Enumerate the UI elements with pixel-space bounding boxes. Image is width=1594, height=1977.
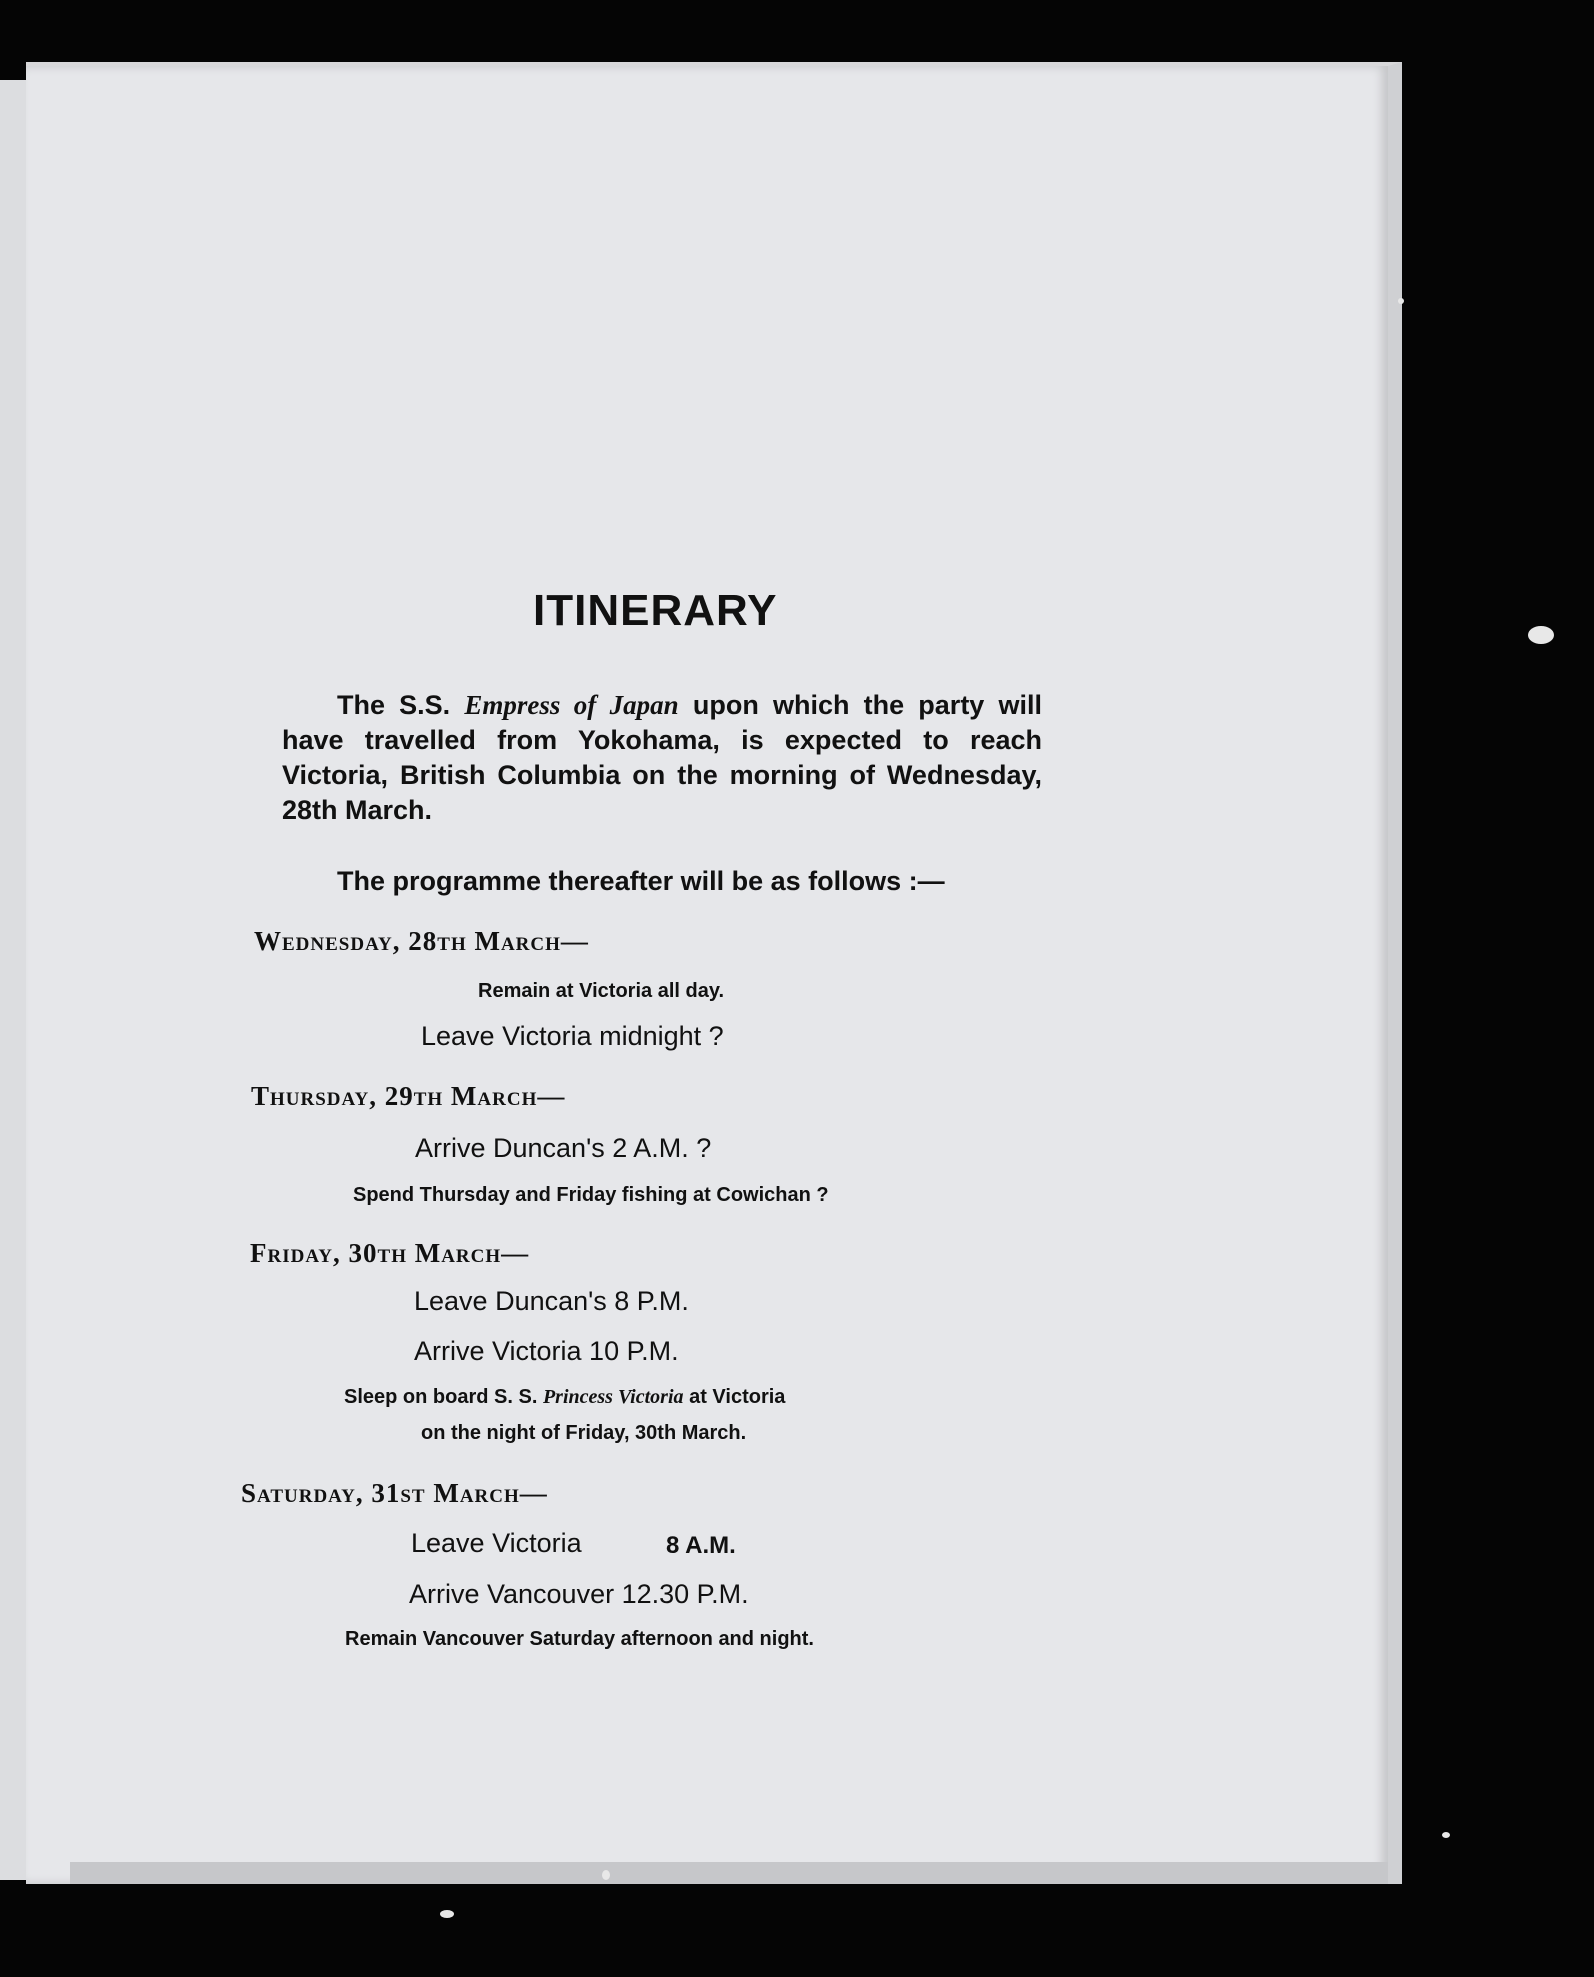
page-left-edge (0, 80, 26, 1880)
saturday-line-1: Leave Victoria (411, 1528, 582, 1558)
thursday-line-2: Spend Thursday and Friday fishing at Cowichan ? (353, 1184, 829, 1206)
wednesday-line-2: Leave Victoria midnight ? (421, 1021, 724, 1051)
day-heading-friday: Friday, 30th March— (250, 1238, 530, 1268)
dust-speck (1398, 298, 1404, 304)
wednesday-line-1: Remain at Victoria all day. (478, 980, 725, 1002)
friday-line-2: Arrive Victoria 10 P.M. (414, 1336, 679, 1366)
princess-victoria-ship: Princess Victoria (542, 1386, 684, 1408)
day-heading-wednesday: Wednesday, 28th March— (254, 926, 589, 956)
saturday-line-2: Arrive Vancouver 12.30 P.M. (409, 1579, 749, 1609)
intro-before-ship: The S.S. (337, 690, 465, 720)
dust-speck (1442, 1832, 1450, 1838)
intro-paragraph (282, 688, 1042, 828)
page-title: ITINERARY (533, 586, 778, 635)
dust-speck (440, 1910, 454, 1918)
friday-line-3-before: Sleep on board S. S. (344, 1386, 543, 1408)
page-text (26, 66, 1388, 1884)
dust-speck (1528, 626, 1554, 644)
dust-speck (602, 1870, 610, 1880)
saturday-line-3: Remain Vancouver Saturday afternoon and night. (345, 1628, 814, 1650)
day-heading-thursday: Thursday, 29th March— (251, 1081, 566, 1111)
programme-intro: The programme thereafter will be as follows :— (337, 866, 945, 896)
ship-name: Empress of Japan (464, 690, 679, 720)
intro-after-ship: upon which the party will have travelled from Yokohama, is expected to reach Victoria, British Columbia on the morning of Wednesday, 28th March. (282, 690, 1042, 825)
day-heading-saturday: Saturday, 31st March— (241, 1478, 548, 1508)
page-bottom-edge (70, 1862, 1388, 1884)
friday-line-3-after: at Victoria (683, 1386, 786, 1408)
saturday-line-1-time: 8 A.M. (666, 1532, 736, 1559)
friday-line-3 (344, 1386, 785, 1409)
document-page (26, 62, 1402, 1884)
friday-line-4: on the night of Friday, 30th March. (421, 1422, 747, 1444)
thursday-line-1: Arrive Duncan's 2 A.M. ? (415, 1133, 712, 1163)
friday-line-1: Leave Duncan's 8 P.M. (414, 1286, 689, 1316)
